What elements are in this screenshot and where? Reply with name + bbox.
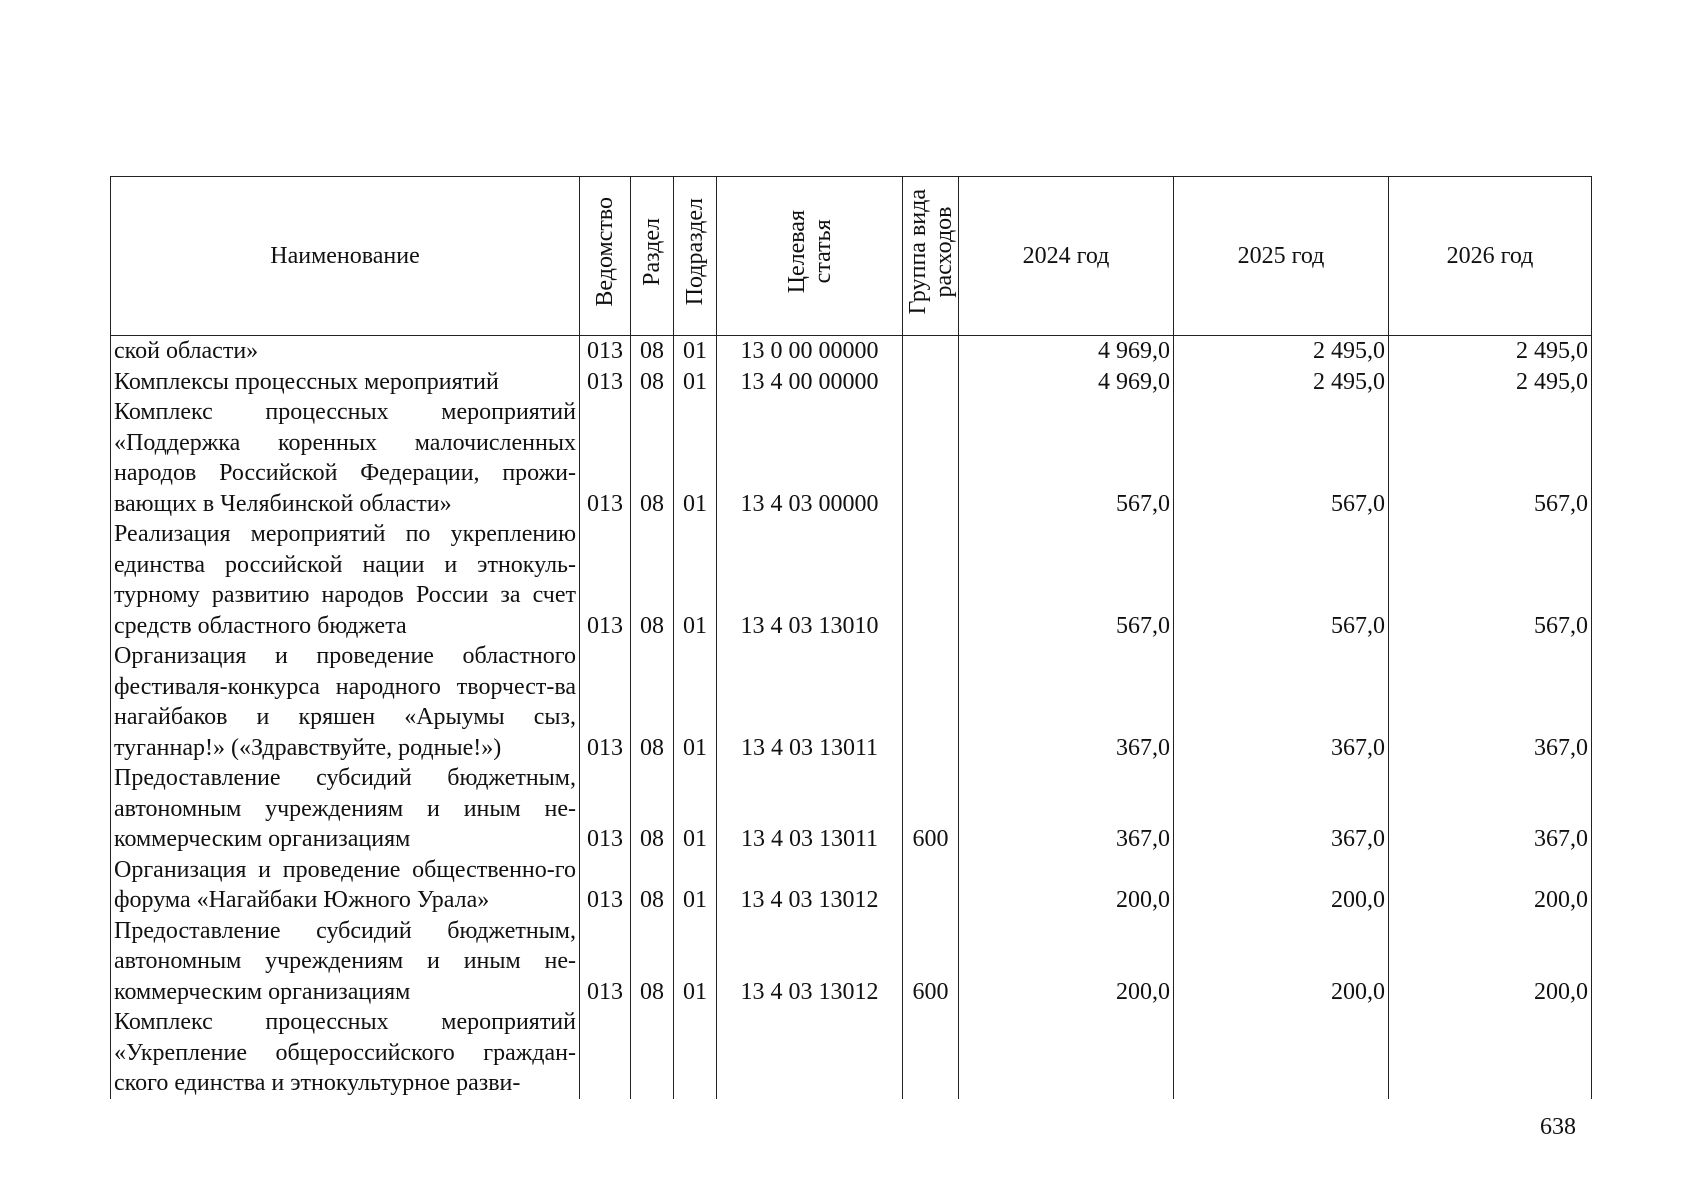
cell-amount-2025: 200,0 <box>1174 916 1389 1008</box>
header-section <box>631 177 674 336</box>
cell-department: 013 <box>580 397 631 519</box>
cell-amount-2026: 200,0 <box>1389 855 1592 916</box>
header-target-article-line1: Целевая <box>783 210 810 294</box>
cell-department: 013 <box>580 916 631 1008</box>
cell-target-article: 13 4 03 13010 <box>717 519 903 641</box>
table-row <box>111 336 1592 367</box>
cell-amount-2024: 200,0 <box>959 916 1174 1008</box>
cell-subsection: 01 <box>674 855 717 916</box>
header-target-article-label <box>784 210 836 293</box>
cell-subsection: 01 <box>674 397 717 519</box>
header-section-label: Раздел <box>639 217 665 286</box>
cell-target-article: 13 4 00 00000 <box>717 367 903 398</box>
table-row <box>111 641 1592 763</box>
table-header-row <box>111 177 1592 336</box>
cell-expense-group <box>903 519 959 641</box>
cell-department: 013 <box>580 641 631 763</box>
cell-amount-2024 <box>959 1007 1174 1099</box>
cell-section: 08 <box>631 367 674 398</box>
cell-expense-group <box>903 641 959 763</box>
cell-subsection: 01 <box>674 336 717 367</box>
cell-department: 013 <box>580 763 631 855</box>
cell-section: 08 <box>631 336 674 367</box>
header-expense-group-label <box>905 189 957 314</box>
header-year-2025 <box>1174 177 1389 336</box>
cell-department: 013 <box>580 855 631 916</box>
cell-expense-group <box>903 336 959 367</box>
header-expense-group <box>903 177 959 336</box>
cell-department: 013 <box>580 336 631 367</box>
cell-expense-group: 600 <box>903 916 959 1008</box>
cell-amount-2024: 367,0 <box>959 763 1174 855</box>
cell-subsection: 01 <box>674 367 717 398</box>
cell-subsection: 01 <box>674 763 717 855</box>
cell-target-article: 13 0 00 00000 <box>717 336 903 367</box>
cell-amount-2026: 200,0 <box>1389 916 1592 1008</box>
cell-target-article: 13 4 03 13011 <box>717 763 903 855</box>
cell-amount-2026: 567,0 <box>1389 519 1592 641</box>
cell-department: 013 <box>580 519 631 641</box>
cell-amount-2026 <box>1389 1007 1592 1099</box>
cell-target-article <box>717 1007 903 1099</box>
header-year-2026 <box>1389 177 1592 336</box>
cell-amount-2025: 2 495,0 <box>1174 336 1389 367</box>
cell-amount-2024: 367,0 <box>959 641 1174 763</box>
cell-subsection: 01 <box>674 641 717 763</box>
header-year-2025-label: 2025 год <box>1237 242 1325 269</box>
cell-section: 08 <box>631 916 674 1008</box>
cell-amount-2024: 567,0 <box>959 397 1174 519</box>
cell-name: ской области» <box>111 336 580 367</box>
cell-amount-2025 <box>1174 1007 1389 1099</box>
cell-amount-2026: 567,0 <box>1389 397 1592 519</box>
cell-expense-group <box>903 397 959 519</box>
table-row <box>111 367 1592 398</box>
table-row <box>111 763 1592 855</box>
table-row <box>111 916 1592 1008</box>
cell-expense-group <box>903 367 959 398</box>
page-number: 638 <box>1540 1114 1576 1140</box>
table-body <box>111 336 1592 1099</box>
cell-subsection: 01 <box>674 519 717 641</box>
cell-department: 013 <box>580 367 631 398</box>
cell-name: Предоставление субсидий бюджетным, автономным учреждениям и иным не-коммерческим организациям <box>111 763 580 855</box>
cell-expense-group <box>903 855 959 916</box>
cell-name: Предоставление субсидий бюджетным, автономным учреждениям и иным не-коммерческим организациям <box>111 916 580 1008</box>
budget-table <box>110 176 1592 1099</box>
cell-target-article: 13 4 03 13012 <box>717 916 903 1008</box>
cell-expense-group <box>903 1007 959 1099</box>
table-row <box>111 1007 1592 1099</box>
header-expense-group-line2: расходов <box>930 206 957 298</box>
header-year-2024 <box>959 177 1174 336</box>
cell-amount-2026: 367,0 <box>1389 763 1592 855</box>
cell-name: Организация и проведение областного фестиваля-конкурса народного творчест-ва нагайбаков и кряшен «Арыумы сыз, туганнар!» («Здравствуйте, родные!») <box>111 641 580 763</box>
header-expense-group-line1: Группа вида <box>904 189 931 315</box>
cell-amount-2025: 2 495,0 <box>1174 367 1389 398</box>
cell-name: Реализация мероприятий по укреплению единства российской нации и этнокуль-турному развитию народов России за счет средств областного бюджета <box>111 519 580 641</box>
cell-amount-2025: 567,0 <box>1174 519 1389 641</box>
cell-department <box>580 1007 631 1099</box>
table-row <box>111 519 1592 641</box>
header-target-article-line2: статья <box>809 219 836 284</box>
cell-section: 08 <box>631 855 674 916</box>
header-year-2026-label: 2026 год <box>1446 242 1534 269</box>
cell-section: 08 <box>631 763 674 855</box>
table-row <box>111 397 1592 519</box>
cell-amount-2026: 367,0 <box>1389 641 1592 763</box>
cell-subsection <box>674 1007 717 1099</box>
cell-amount-2024: 567,0 <box>959 519 1174 641</box>
cell-subsection: 01 <box>674 916 717 1008</box>
cell-amount-2026: 2 495,0 <box>1389 367 1592 398</box>
cell-amount-2024: 4 969,0 <box>959 367 1174 398</box>
header-target-article <box>717 177 903 336</box>
cell-amount-2025: 200,0 <box>1174 855 1389 916</box>
header-department <box>580 177 631 336</box>
cell-amount-2025: 367,0 <box>1174 763 1389 855</box>
header-year-2024-label: 2024 год <box>1022 242 1110 269</box>
cell-amount-2024: 4 969,0 <box>959 336 1174 367</box>
header-department-label: Ведомство <box>592 196 618 307</box>
table-row <box>111 855 1592 916</box>
cell-amount-2025: 567,0 <box>1174 397 1389 519</box>
cell-name: Организация и проведение общественно-го форума «Нагайбаки Южного Урала» <box>111 855 580 916</box>
cell-name: Комплекс процессных мероприятий «Поддержка коренных малочисленных народов Российской Федерации, прожи-вающих в Челябинской области» <box>111 397 580 519</box>
header-name <box>111 177 580 336</box>
header-name-label: Наименование <box>270 242 420 269</box>
header-subsection <box>674 177 717 336</box>
cell-target-article: 13 4 03 00000 <box>717 397 903 519</box>
cell-section: 08 <box>631 397 674 519</box>
cell-section <box>631 1007 674 1099</box>
cell-amount-2024: 200,0 <box>959 855 1174 916</box>
cell-name: Комплексы процессных мероприятий <box>111 367 580 398</box>
cell-section: 08 <box>631 641 674 763</box>
cell-section: 08 <box>631 519 674 641</box>
cell-amount-2026: 2 495,0 <box>1389 336 1592 367</box>
cell-expense-group: 600 <box>903 763 959 855</box>
cell-name: Комплекс процессных мероприятий «Укрепление общероссийского граждан-ского единства и этнокультурное разви- <box>111 1007 580 1099</box>
header-subsection-label: Подраздел <box>682 198 708 306</box>
cell-target-article: 13 4 03 13011 <box>717 641 903 763</box>
cell-target-article: 13 4 03 13012 <box>717 855 903 916</box>
cell-amount-2025: 367,0 <box>1174 641 1389 763</box>
